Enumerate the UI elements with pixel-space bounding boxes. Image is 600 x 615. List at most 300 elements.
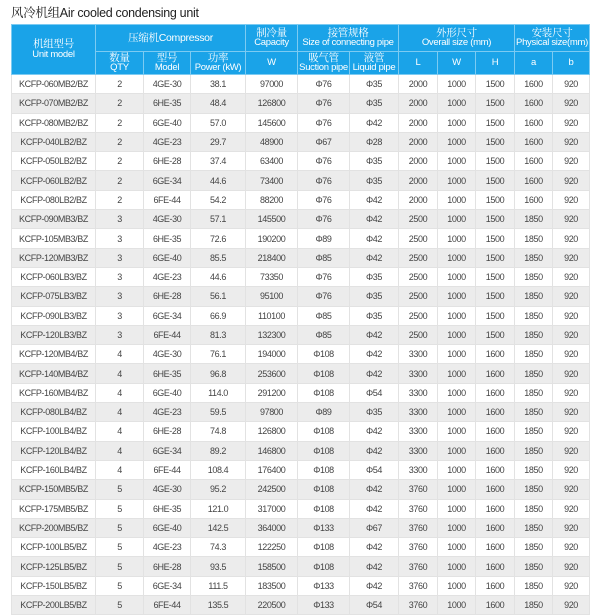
cell-mount-b: 920 — [553, 113, 590, 132]
cell-mount-b: 920 — [553, 422, 590, 441]
table-row — [12, 576, 590, 595]
cell-liquid-pipe: Φ42 — [350, 210, 399, 229]
cell-mount-b: 920 — [553, 499, 590, 518]
cell-liquid-pipe: Φ42 — [350, 190, 399, 209]
table-row — [12, 557, 590, 576]
cell-mount-b: 920 — [553, 325, 590, 344]
header-physical-size: 安装尺寸 Physical size(mm) — [515, 25, 590, 52]
cell-mount-b: 920 — [553, 267, 590, 286]
cell-length: 3760 — [399, 518, 438, 537]
cell-power: 29.7 — [191, 132, 246, 151]
cell-width: 1000 — [438, 171, 476, 190]
cell-mount-b: 920 — [553, 480, 590, 499]
cell-height: 1600 — [476, 538, 515, 557]
cell-mount-b: 920 — [553, 132, 590, 151]
cell-capacity: 132300 — [246, 325, 298, 344]
cell-capacity: 48900 — [246, 132, 298, 151]
cell-height: 1600 — [476, 557, 515, 576]
cell-mount-b: 920 — [553, 596, 590, 615]
cell-length: 2000 — [399, 132, 438, 151]
cell-compressor-model: 4GE-23 — [144, 538, 191, 557]
cell-height: 1600 — [476, 422, 515, 441]
cell-length: 2500 — [399, 306, 438, 325]
cell-mount-a: 1850 — [515, 287, 553, 306]
cell-power: 72.6 — [191, 229, 246, 248]
cell-unit-model: KCFP-080LB2/BZ — [12, 190, 96, 209]
cell-suction-pipe: Φ108 — [298, 345, 350, 364]
cell-length: 3760 — [399, 596, 438, 615]
cell-power: 57.1 — [191, 210, 246, 229]
cell-mount-b: 920 — [553, 557, 590, 576]
cell-mount-a: 1850 — [515, 576, 553, 595]
cell-width: 1000 — [438, 422, 476, 441]
cell-suction-pipe: Φ108 — [298, 422, 350, 441]
cell-length: 3760 — [399, 538, 438, 557]
cell-mount-a: 1850 — [515, 480, 553, 499]
cell-width: 1000 — [438, 190, 476, 209]
table-row — [12, 383, 590, 402]
cell-height: 1500 — [476, 132, 515, 151]
cell-power: 121.0 — [191, 499, 246, 518]
cell-mount-b: 920 — [553, 345, 590, 364]
cell-capacity: 88200 — [246, 190, 298, 209]
cell-capacity: 183500 — [246, 576, 298, 595]
cell-length: 2500 — [399, 210, 438, 229]
table-row — [12, 325, 590, 344]
cell-power: 37.4 — [191, 152, 246, 171]
cell-liquid-pipe: Φ42 — [350, 364, 399, 383]
cell-width: 1000 — [438, 210, 476, 229]
cell-width: 1000 — [438, 557, 476, 576]
cell-unit-model: KCFP-200LB5/BZ — [12, 596, 96, 615]
cell-unit-model: KCFP-060LB2/BZ — [12, 171, 96, 190]
cell-height: 1600 — [476, 441, 515, 460]
header-power: 功率 Power (kW) — [191, 52, 246, 75]
cell-length: 2500 — [399, 267, 438, 286]
cell-liquid-pipe: Φ42 — [350, 422, 399, 441]
cell-unit-model: KCFP-060LB3/BZ — [12, 267, 96, 286]
cell-width: 1000 — [438, 75, 476, 94]
cell-width: 1000 — [438, 403, 476, 422]
header-w: W — [438, 52, 476, 75]
cell-height: 1500 — [476, 94, 515, 113]
cell-compressor-model: 6HE-35 — [144, 364, 191, 383]
cell-length: 2000 — [399, 113, 438, 132]
cell-mount-a: 1850 — [515, 460, 553, 479]
cell-height: 1500 — [476, 306, 515, 325]
cell-mount-b: 920 — [553, 306, 590, 325]
cell-width: 1000 — [438, 287, 476, 306]
cell-compressor-model: 6GE-40 — [144, 113, 191, 132]
cell-height: 1500 — [476, 248, 515, 267]
cell-width: 1000 — [438, 480, 476, 499]
header-suction-pipe: 吸气管 Suction pipe — [299, 51, 348, 73]
cell-height: 1600 — [476, 345, 515, 364]
cell-power: 66.9 — [191, 306, 246, 325]
cell-liquid-pipe: Φ28 — [350, 132, 399, 151]
cell-unit-model: KCFP-080MB2/BZ — [12, 113, 96, 132]
header-a: a — [515, 52, 553, 75]
cell-power: 56.1 — [191, 287, 246, 306]
cell-capacity: 242500 — [246, 480, 298, 499]
cell-unit-model: KCFP-105MB3/BZ — [12, 229, 96, 248]
cell-unit-model: KCFP-040LB2/BZ — [12, 132, 96, 151]
cell-compressor-model: 6GE-34 — [144, 441, 191, 460]
cell-qty: 2 — [96, 171, 144, 190]
table-row — [12, 190, 590, 209]
cell-height: 1600 — [476, 364, 515, 383]
cell-liquid-pipe: Φ42 — [350, 325, 399, 344]
table-row — [12, 210, 590, 229]
table-row — [12, 364, 590, 383]
table-row — [12, 113, 590, 132]
cell-suction-pipe: Φ108 — [298, 480, 350, 499]
cell-unit-model: KCFP-160LB4/BZ — [12, 460, 96, 479]
header-h: H — [476, 52, 515, 75]
cell-compressor-model: 6GE-34 — [144, 576, 191, 595]
cell-compressor-model: 6HE-28 — [144, 152, 191, 171]
cell-mount-b: 920 — [553, 75, 590, 94]
cell-power: 38.1 — [191, 75, 246, 94]
cell-liquid-pipe: Φ35 — [350, 152, 399, 171]
cell-width: 1000 — [438, 383, 476, 402]
cell-unit-model: KCFP-070MB2/BZ — [12, 94, 96, 113]
cell-mount-a: 1600 — [515, 190, 553, 209]
cell-compressor-model: 6FE-44 — [144, 190, 191, 209]
cell-mount-b: 920 — [553, 287, 590, 306]
cell-mount-b: 920 — [553, 152, 590, 171]
cell-power: 74.3 — [191, 538, 246, 557]
cell-qty: 5 — [96, 518, 144, 537]
cell-compressor-model: 4GE-30 — [144, 75, 191, 94]
cell-width: 1000 — [438, 364, 476, 383]
cell-power: 95.2 — [191, 480, 246, 499]
cell-qty: 3 — [96, 267, 144, 286]
cell-capacity: 73400 — [246, 171, 298, 190]
cell-height: 1500 — [476, 190, 515, 209]
table-row — [12, 75, 590, 94]
cell-liquid-pipe: Φ42 — [350, 538, 399, 557]
cell-capacity: 291200 — [246, 383, 298, 402]
cell-mount-a: 1850 — [515, 596, 553, 615]
cell-unit-model: KCFP-090MB3/BZ — [12, 210, 96, 229]
cell-qty: 5 — [96, 557, 144, 576]
cell-qty: 5 — [96, 538, 144, 557]
cell-qty: 4 — [96, 422, 144, 441]
cell-capacity: 97000 — [246, 75, 298, 94]
cell-mount-a: 1850 — [515, 383, 553, 402]
cell-qty: 2 — [96, 190, 144, 209]
cell-width: 1000 — [438, 499, 476, 518]
spec-table — [11, 24, 590, 615]
header-qty: 数量 QTY — [96, 52, 144, 75]
cell-height: 1600 — [476, 499, 515, 518]
cell-qty: 3 — [96, 210, 144, 229]
cell-qty: 2 — [96, 132, 144, 151]
cell-capacity: 63400 — [246, 152, 298, 171]
cell-mount-b: 920 — [553, 229, 590, 248]
cell-capacity: 218400 — [246, 248, 298, 267]
cell-mount-a: 1850 — [515, 210, 553, 229]
cell-length: 2000 — [399, 171, 438, 190]
cell-mount-b: 920 — [553, 383, 590, 402]
cell-length: 3300 — [399, 403, 438, 422]
cell-mount-a: 1850 — [515, 229, 553, 248]
cell-unit-model: KCFP-125LB5/BZ — [12, 557, 96, 576]
cell-length: 2500 — [399, 229, 438, 248]
cell-capacity: 190200 — [246, 229, 298, 248]
table-row — [12, 287, 590, 306]
cell-unit-model: KCFP-100LB4/BZ — [12, 422, 96, 441]
table-row — [12, 460, 590, 479]
cell-capacity: 317000 — [246, 499, 298, 518]
cell-length: 2500 — [399, 248, 438, 267]
cell-width: 1000 — [438, 229, 476, 248]
cell-liquid-pipe: Φ67 — [350, 518, 399, 537]
cell-length: 3760 — [399, 499, 438, 518]
cell-length: 3300 — [399, 460, 438, 479]
cell-compressor-model: 6FE-44 — [144, 325, 191, 344]
header-capacity-unit: W — [246, 52, 298, 75]
cell-width: 1000 — [438, 152, 476, 171]
cell-qty: 3 — [96, 325, 144, 344]
cell-height: 1500 — [476, 210, 515, 229]
cell-power: 48.4 — [191, 94, 246, 113]
cell-mount-a: 1850 — [515, 248, 553, 267]
cell-height: 1600 — [476, 576, 515, 595]
cell-power: 59.5 — [191, 403, 246, 422]
table-row — [12, 248, 590, 267]
cell-liquid-pipe: Φ35 — [350, 75, 399, 94]
cell-compressor-model: 6HE-28 — [144, 557, 191, 576]
cell-unit-model: KCFP-090LB3/BZ — [12, 306, 96, 325]
table-row — [12, 422, 590, 441]
header-unit-model: 机组型号 Unit model — [12, 25, 96, 75]
cell-mount-a: 1600 — [515, 132, 553, 151]
cell-liquid-pipe: Φ35 — [350, 267, 399, 286]
cell-liquid-pipe: Φ42 — [350, 499, 399, 518]
cell-qty: 3 — [96, 248, 144, 267]
cell-mount-a: 1850 — [515, 441, 553, 460]
table-row — [12, 152, 590, 171]
cell-liquid-pipe: Φ35 — [350, 287, 399, 306]
cell-mount-a: 1850 — [515, 538, 553, 557]
cell-liquid-pipe: Φ54 — [350, 383, 399, 402]
cell-power: 111.5 — [191, 576, 246, 595]
cell-mount-b: 920 — [553, 441, 590, 460]
cell-width: 1000 — [438, 132, 476, 151]
cell-width: 1000 — [438, 576, 476, 595]
table-row — [12, 306, 590, 325]
cell-unit-model: KCFP-060MB2/BZ — [12, 75, 96, 94]
cell-suction-pipe: Φ76 — [298, 94, 350, 113]
cell-capacity: 145600 — [246, 113, 298, 132]
cell-compressor-model: 6HE-35 — [144, 499, 191, 518]
cell-compressor-model: 6GE-34 — [144, 171, 191, 190]
cell-power: 96.8 — [191, 364, 246, 383]
cell-suction-pipe: Φ85 — [298, 306, 350, 325]
header-connecting-pipe: 接管规格 Size of connecting pipe — [298, 25, 399, 52]
cell-capacity: 176400 — [246, 460, 298, 479]
document-title: 风冷机组Air cooled condensing unit — [11, 6, 199, 20]
cell-power: 108.4 — [191, 460, 246, 479]
table-row — [12, 171, 590, 190]
cell-qty: 4 — [96, 403, 144, 422]
cell-qty: 5 — [96, 499, 144, 518]
cell-height: 1600 — [476, 480, 515, 499]
cell-unit-model: KCFP-200MB5/BZ — [12, 518, 96, 537]
cell-power: 142.5 — [191, 518, 246, 537]
cell-height: 1500 — [476, 325, 515, 344]
cell-capacity: 146800 — [246, 441, 298, 460]
cell-height: 1500 — [476, 229, 515, 248]
cell-mount-a: 1600 — [515, 171, 553, 190]
cell-qty: 3 — [96, 287, 144, 306]
cell-length: 3760 — [399, 557, 438, 576]
cell-liquid-pipe: Φ54 — [350, 460, 399, 479]
cell-power: 89.2 — [191, 441, 246, 460]
cell-liquid-pipe: Φ42 — [350, 248, 399, 267]
cell-width: 1000 — [438, 596, 476, 615]
cell-width: 1000 — [438, 267, 476, 286]
cell-suction-pipe: Φ108 — [298, 383, 350, 402]
table-row — [12, 229, 590, 248]
cell-mount-a: 1850 — [515, 403, 553, 422]
cell-mount-b: 920 — [553, 210, 590, 229]
cell-mount-a: 1850 — [515, 422, 553, 441]
table-row — [12, 94, 590, 113]
cell-power: 74.8 — [191, 422, 246, 441]
cell-suction-pipe: Φ108 — [298, 460, 350, 479]
cell-length: 3300 — [399, 345, 438, 364]
table-row — [12, 403, 590, 422]
cell-length: 2500 — [399, 325, 438, 344]
header-b: b — [553, 52, 590, 75]
cell-suction-pipe: Φ89 — [298, 403, 350, 422]
cell-width: 1000 — [438, 94, 476, 113]
cell-width: 1000 — [438, 113, 476, 132]
cell-unit-model: KCFP-160MB4/BZ — [12, 383, 96, 402]
cell-qty: 5 — [96, 480, 144, 499]
cell-mount-a: 1850 — [515, 267, 553, 286]
table-row — [12, 132, 590, 151]
cell-suction-pipe: Φ133 — [298, 576, 350, 595]
cell-length: 3300 — [399, 364, 438, 383]
cell-mount-b: 920 — [553, 364, 590, 383]
cell-mount-a: 1850 — [515, 557, 553, 576]
cell-capacity: 253600 — [246, 364, 298, 383]
cell-qty: 2 — [96, 75, 144, 94]
cell-qty: 3 — [96, 229, 144, 248]
cell-mount-b: 920 — [553, 190, 590, 209]
cell-qty: 5 — [96, 596, 144, 615]
cell-suction-pipe: Φ85 — [298, 325, 350, 344]
cell-height: 1600 — [476, 460, 515, 479]
cell-unit-model: KCFP-050LB2/BZ — [12, 152, 96, 171]
cell-liquid-pipe: Φ42 — [350, 557, 399, 576]
cell-unit-model: KCFP-080LB4/BZ — [12, 403, 96, 422]
cell-unit-model: KCFP-120LB4/BZ — [12, 441, 96, 460]
cell-qty: 4 — [96, 441, 144, 460]
cell-liquid-pipe: Φ54 — [350, 596, 399, 615]
table-row — [12, 441, 590, 460]
table-row — [12, 345, 590, 364]
cell-compressor-model: 6HE-35 — [144, 94, 191, 113]
cell-capacity: 220500 — [246, 596, 298, 615]
cell-length: 2000 — [399, 75, 438, 94]
cell-length: 3300 — [399, 441, 438, 460]
cell-suction-pipe: Φ76 — [298, 267, 350, 286]
cell-height: 1600 — [476, 596, 515, 615]
cell-mount-a: 1600 — [515, 113, 553, 132]
cell-width: 1000 — [438, 325, 476, 344]
cell-liquid-pipe: Φ42 — [350, 441, 399, 460]
cell-suction-pipe: Φ133 — [298, 518, 350, 537]
cell-width: 1000 — [438, 518, 476, 537]
cell-width: 1000 — [438, 248, 476, 267]
cell-height: 1500 — [476, 171, 515, 190]
cell-mount-b: 920 — [553, 94, 590, 113]
cell-compressor-model: 6FE-44 — [144, 596, 191, 615]
cell-unit-model: KCFP-075LB3/BZ — [12, 287, 96, 306]
cell-capacity: 364000 — [246, 518, 298, 537]
cell-length: 3300 — [399, 383, 438, 402]
cell-height: 1500 — [476, 152, 515, 171]
cell-mount-b: 920 — [553, 460, 590, 479]
cell-suction-pipe: Φ89 — [298, 229, 350, 248]
table-row — [12, 499, 590, 518]
cell-power: 85.5 — [191, 248, 246, 267]
cell-qty: 2 — [96, 94, 144, 113]
cell-mount-a: 1600 — [515, 152, 553, 171]
cell-suction-pipe: Φ108 — [298, 499, 350, 518]
cell-power: 135.5 — [191, 596, 246, 615]
cell-suction-pipe: Φ133 — [298, 596, 350, 615]
cell-compressor-model: 6FE-44 — [144, 460, 191, 479]
cell-liquid-pipe: Φ42 — [350, 229, 399, 248]
cell-power: 44.6 — [191, 267, 246, 286]
cell-unit-model: KCFP-175MB5/BZ — [12, 499, 96, 518]
cell-suction-pipe: Φ108 — [298, 441, 350, 460]
cell-unit-model: KCFP-120MB3/BZ — [12, 248, 96, 267]
cell-length: 2000 — [399, 190, 438, 209]
cell-liquid-pipe: Φ35 — [350, 171, 399, 190]
cell-compressor-model: 6HE-28 — [144, 287, 191, 306]
cell-liquid-pipe: Φ35 — [350, 403, 399, 422]
cell-suction-pipe: Φ76 — [298, 75, 350, 94]
cell-mount-b: 920 — [553, 403, 590, 422]
cell-capacity: 126800 — [246, 94, 298, 113]
cell-capacity: 126800 — [246, 422, 298, 441]
cell-qty: 4 — [96, 364, 144, 383]
cell-height: 1500 — [476, 287, 515, 306]
cell-length: 2000 — [399, 94, 438, 113]
cell-compressor-model: 4GE-30 — [144, 345, 191, 364]
cell-power: 81.3 — [191, 325, 246, 344]
cell-compressor-model: 4GE-23 — [144, 403, 191, 422]
table-row — [12, 596, 590, 615]
cell-compressor-model: 4GE-23 — [144, 267, 191, 286]
cell-suction-pipe: Φ76 — [298, 190, 350, 209]
cell-suction-pipe: Φ76 — [298, 113, 350, 132]
cell-compressor-model: 4GE-30 — [144, 480, 191, 499]
cell-qty: 4 — [96, 460, 144, 479]
header-capacity: 制冷量 Capacity — [246, 25, 298, 52]
cell-power: 114.0 — [191, 383, 246, 402]
cell-compressor-model: 6HE-28 — [144, 422, 191, 441]
cell-mount-a: 1850 — [515, 364, 553, 383]
cell-qty: 5 — [96, 576, 144, 595]
